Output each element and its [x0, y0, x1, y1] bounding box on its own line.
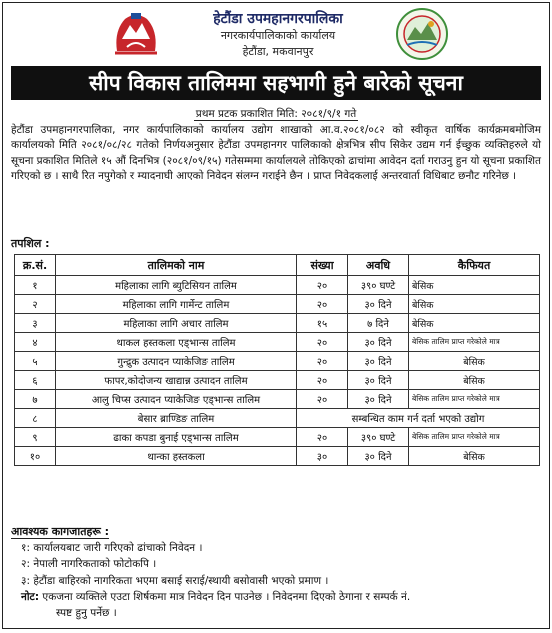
municipality-name: हेटौंडा उपमहानगरपालिका	[213, 11, 343, 27]
publication-date-text: प्रथम प्रटक प्रकाशित मिति: २०८१/९/१ गते	[195, 108, 357, 120]
document-item: ३: हेटौंडा बाहिरको नागरिकता भएमा बसाई सराई/स्थायी बसोवासी भएको प्रमाण ।	[21, 574, 329, 587]
nepal-emblem-icon	[111, 9, 161, 57]
row-remark: बेसिक	[409, 314, 540, 333]
row-remark: बेसिक	[409, 352, 540, 371]
publication-date	[3, 107, 549, 121]
row-sn: ७	[15, 390, 56, 409]
details-heading: तपशिल :	[11, 237, 50, 250]
row-merged-remark: सम्बन्धित काम गर्न दर्ता भएको उद्योग	[297, 409, 540, 428]
row-sn: ८	[15, 409, 56, 428]
row-sn: १	[15, 276, 56, 295]
col-count-header: संख्या	[297, 255, 348, 276]
row-training-name: गुन्द्रुक उत्पादन प्याकेजिङ तालिम	[56, 352, 297, 371]
row-training-name: महिलाका लागि अचार तालिम	[56, 314, 297, 333]
row-duration: ७ दिने	[348, 314, 409, 333]
note-label: नोट:	[21, 590, 40, 603]
row-duration: ३९० घण्टे	[348, 276, 409, 295]
notice-page	[2, 2, 550, 629]
row-training-name: आलु चिप्स उत्पादन प्याकेजिङ एड्भान्स तालिम	[56, 390, 297, 409]
row-duration: ३९० घण्टे	[348, 428, 409, 447]
table-row	[15, 409, 540, 428]
document-item: २: नेपाली नागरिकताको फोटोकपि ।	[21, 558, 157, 571]
row-count: ३०	[297, 447, 348, 466]
row-training-name: थान्का हस्तकला	[56, 447, 297, 466]
table-row	[15, 314, 540, 333]
table-row	[15, 428, 540, 447]
row-sn: ४	[15, 333, 56, 352]
intro-paragraph: हेटौंडा उपमहानगरपालिका, नगर कार्यपालिकाको कार्यालय उद्योग शाखाको आ.व.२०८१/०८२ को स्वीकृत वार्षिक कार्यक्रमबमोजिम कार्यालयको मिति २०८१/०८/२८ गतेको निर्णयअनुसार हेटौंडा उपमहानगर पालिकाको क्षेत्रभित्र सीप सिकेर उद्यम गर्न ईच्छुक व्यक्तिहरुले यो सूचना प्रकाशित मितिले १५ औं दिनभित्र (२०८१/०९/१५) गतेसम्ममा कार्यालयले तोकिएको ढाचांमा आवेदन दर्ता गराउनु हुन यो सूचना प्रकाशित गरिएको छ । साथै रित नपुगेको र म्यादनाघी आएको निवेदन संलग्न गराईने छैन । प्राप्त निवेदकलाई अन्तरवार्ता विधिबाट छनौट गरिनेछ ।	[11, 124, 541, 182]
row-remark: बेसिक	[409, 447, 540, 466]
row-duration: ३० दिने	[348, 447, 409, 466]
row-count: २०	[297, 295, 348, 314]
note-text: एकजना व्यक्तिले एउटा शिर्षकमा मात्र निवेदन दिन पाउनेछ । निवेदनमा दिएको ठेगाना र सम्पर्क नं.	[42, 590, 411, 603]
row-remark: बेसिक	[409, 371, 540, 390]
documents-heading	[11, 524, 546, 540]
row-remark: बेसिक तालिम प्राप्त गरेकोले मात्र	[409, 333, 540, 352]
row-duration: ३० दिने	[348, 295, 409, 314]
row-sn: ३	[15, 314, 56, 333]
row-sn: ५	[15, 352, 56, 371]
row-duration: ३० दिने	[348, 371, 409, 390]
row-count: २०	[297, 276, 348, 295]
table-row	[15, 333, 540, 352]
table-row	[15, 371, 540, 390]
row-count: २०	[297, 428, 348, 447]
row-duration: ३० दिने	[348, 390, 409, 409]
row-training-name: महिलाका लागि ब्युटिसियन तालिम	[56, 276, 297, 295]
col-sn-header: क्र.सं.	[15, 255, 56, 276]
row-remark: बेसिक	[409, 295, 540, 314]
col-name-header: तालिमको नाम	[56, 255, 297, 276]
table-row	[15, 295, 540, 314]
col-duration-header: अवधि	[348, 255, 409, 276]
row-remark: बेसिक तालिम प्राप्त गरेकोले मात्र	[409, 428, 540, 447]
required-documents	[11, 524, 546, 621]
row-sn: २	[15, 295, 56, 314]
table-header-row	[15, 255, 540, 276]
row-training-name: थाकल हस्तकला एड्भान्स तालिम	[56, 333, 297, 352]
row-sn: ९	[15, 428, 56, 447]
municipality-logo-icon	[395, 7, 449, 61]
note-continuation: स्पष्ट हुनु पर्नेछ ।	[56, 607, 117, 620]
col-remark-header: कैफियत	[409, 255, 540, 276]
header	[3, 3, 549, 65]
row-count: २०	[297, 333, 348, 352]
row-training-name: बेसार ब्राण्डिङ तालिम	[56, 409, 297, 428]
row-count: २०	[297, 390, 348, 409]
row-count: २०	[297, 371, 348, 390]
row-sn: ६	[15, 371, 56, 390]
row-training-name: फापर,कोदोजन्य खाद्यान्न उत्पादन तालिम	[56, 371, 297, 390]
table-row	[15, 447, 540, 466]
row-count: २०	[297, 352, 348, 371]
document-item: १: कार्यालयबाट जारी गरिएको ढांचाको निवेदन ।	[21, 542, 203, 555]
note	[11, 589, 546, 605]
row-sn: १०	[15, 447, 56, 466]
office-name: नगरकार्यपालिकाको कार्यालय	[220, 29, 336, 42]
row-training-name: ढाका कपडा बुनाई एड्भान्स तालिम	[56, 428, 297, 447]
row-duration: ३० दिने	[348, 333, 409, 352]
row-training-name: महिलाका लागि गार्मेन्ट तालिम	[56, 295, 297, 314]
office-location: हेटौंडा, मकवानपुर	[242, 45, 314, 58]
row-remark: बेसिक	[409, 276, 540, 295]
notice-banner: सीप विकास तालिममा सहभागी हुने बारेको सूचना	[11, 66, 541, 100]
table-row	[15, 352, 540, 371]
row-remark: बेसिक तालिम प्राप्त गरेकोले मात्र	[409, 390, 540, 409]
table-row	[15, 276, 540, 295]
training-table	[14, 254, 540, 466]
row-duration: ३० दिने	[348, 352, 409, 371]
documents-heading-text: आवश्यक कागजातहरू :	[11, 525, 110, 538]
row-count: १५	[297, 314, 348, 333]
table-row	[15, 390, 540, 409]
